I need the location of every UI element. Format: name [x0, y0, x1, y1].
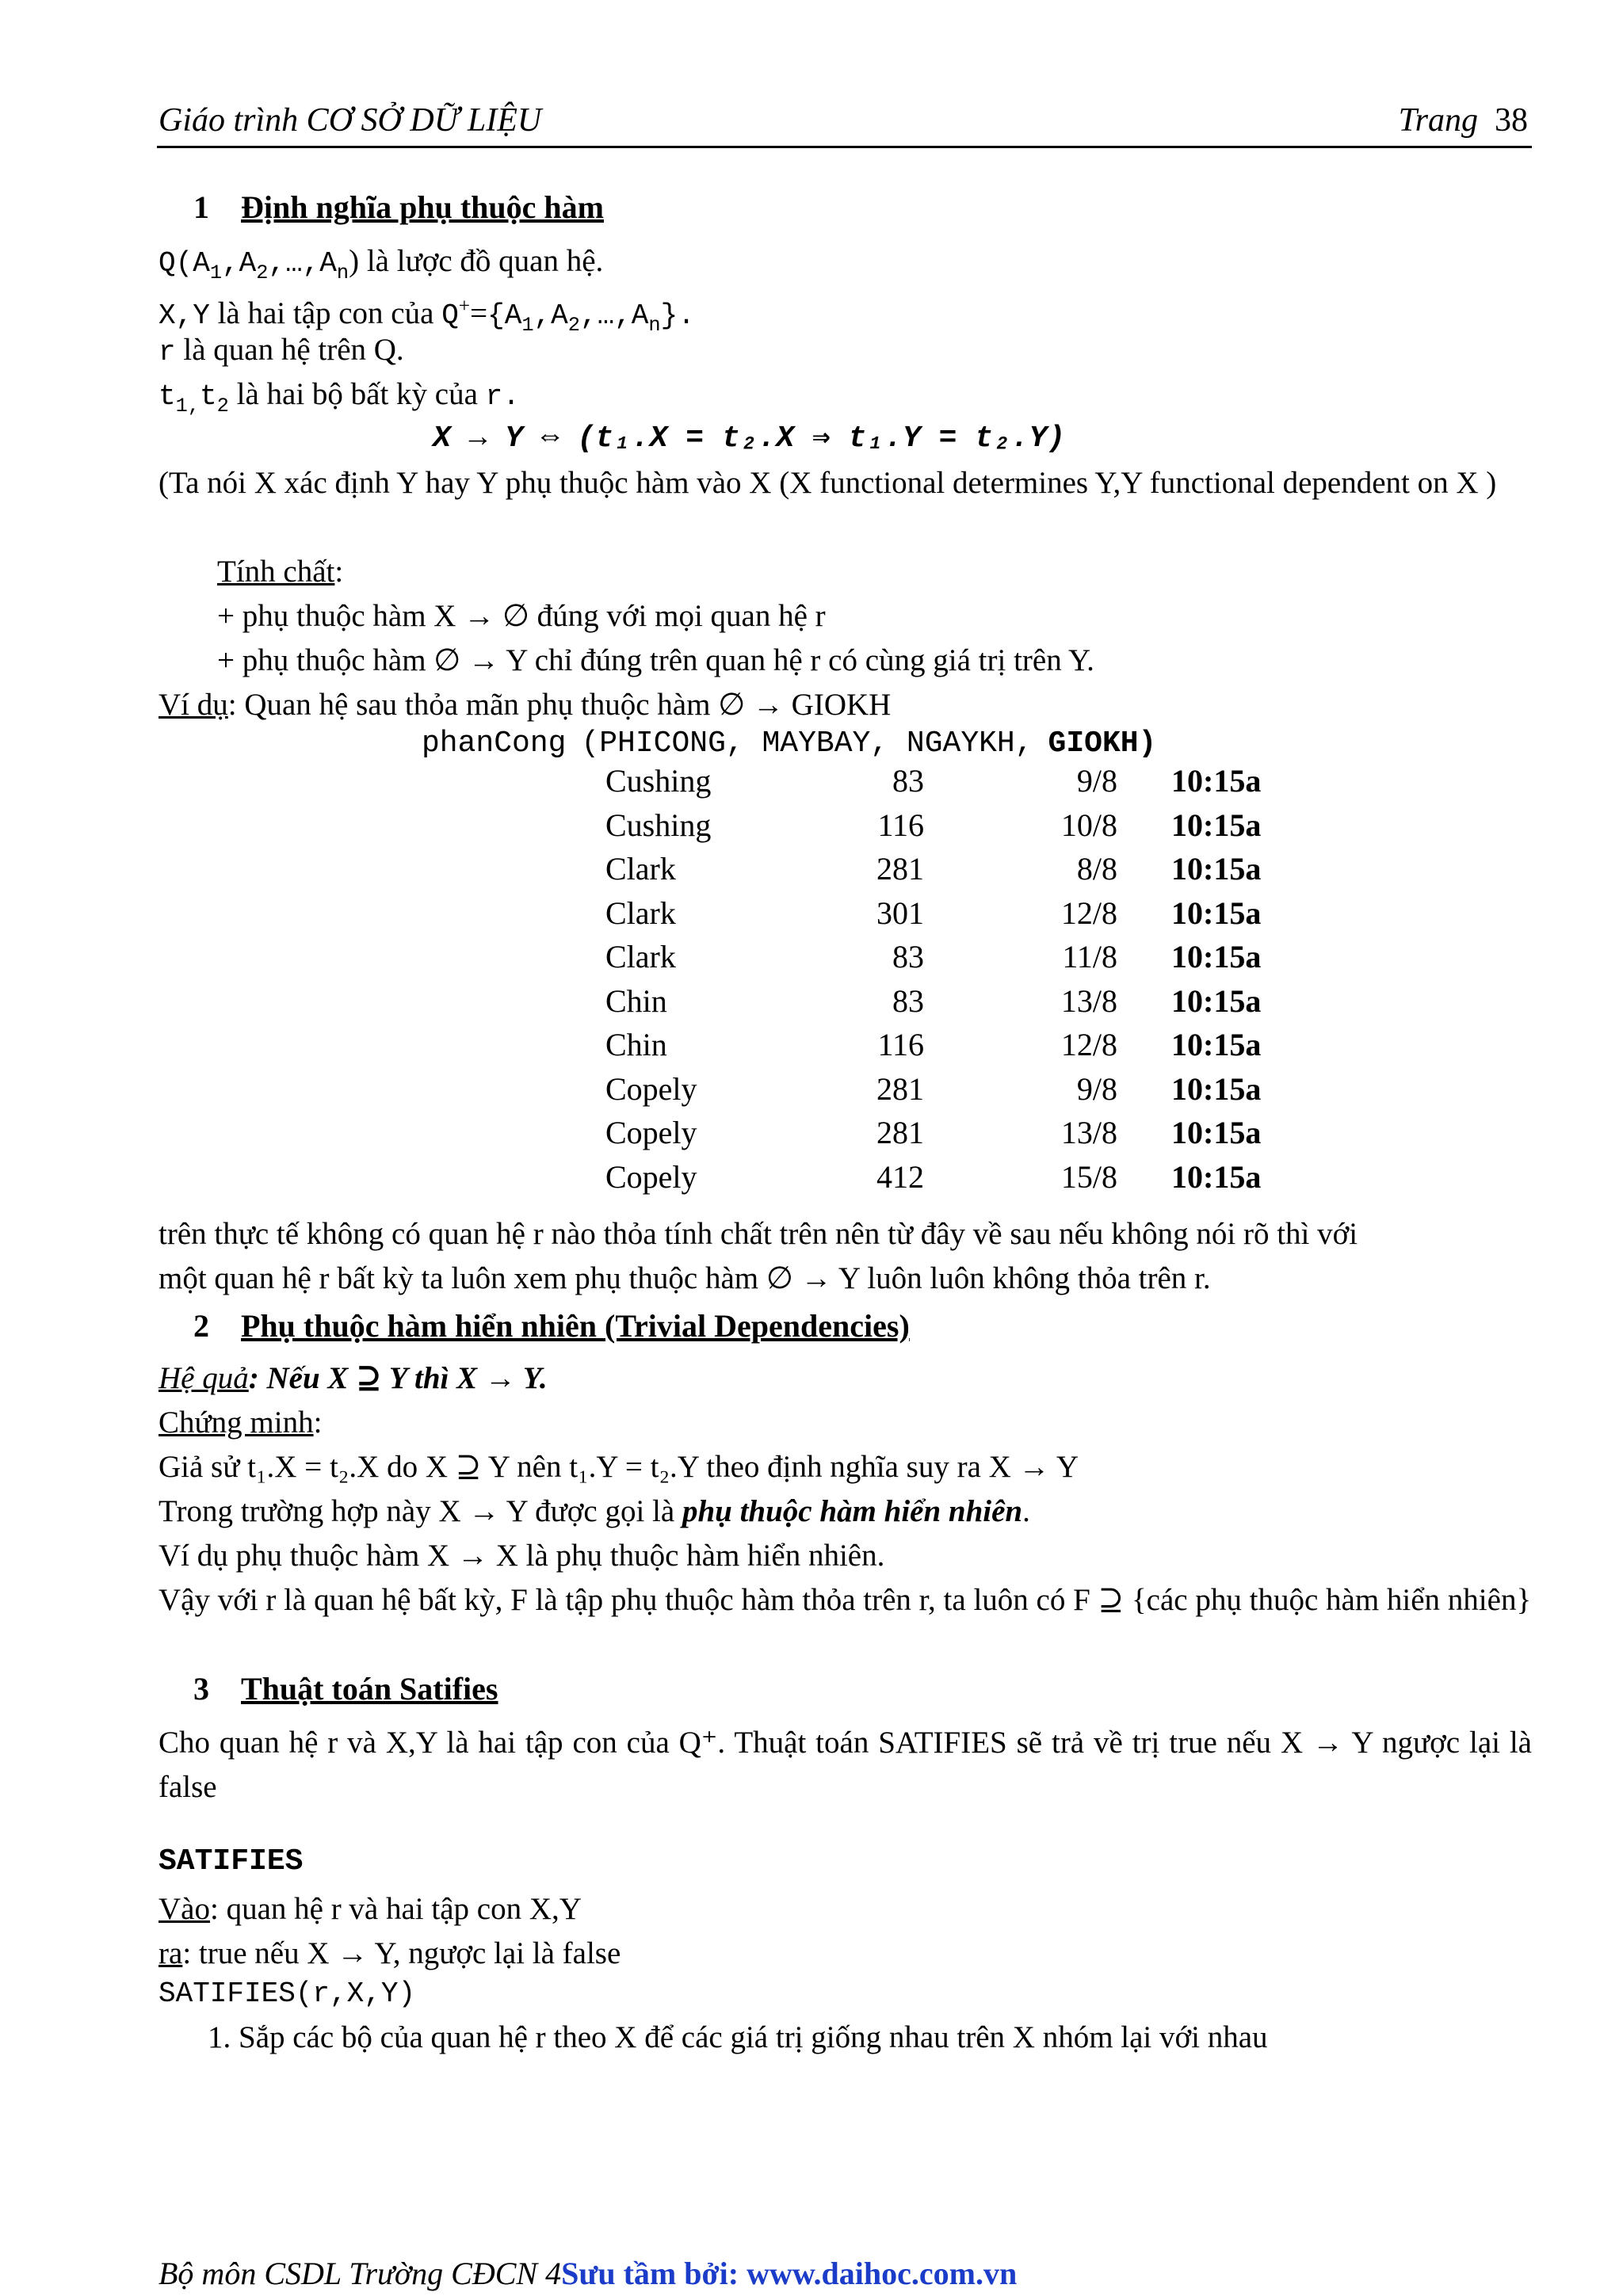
trivial-example-line: Ví dụ phụ thuộc hàm X → X là phụ thuộc hàm hiển nhiên.	[158, 1539, 885, 1573]
plane-cell: 412	[876, 1158, 924, 1195]
pilot-cell: Chin	[605, 982, 667, 1019]
header-rule	[157, 146, 1532, 148]
section-1-title: Định nghĩa phụ thuộc hàm	[241, 189, 604, 225]
pilot-cell: Chin	[605, 1027, 667, 1062]
plane-cell: 301	[876, 894, 924, 931]
date-cell: 13/8	[1060, 982, 1117, 1019]
section-1-heading: 1 Định nghĩa phụ thuộc hàm	[193, 189, 604, 225]
time-cell: 10:15a	[1171, 1115, 1262, 1150]
trivial-summary: Vậy với r là quan hệ bất kỳ, F là tập phụ thuộc hàm thỏa trên r, ta luôn có F ⊇ {các phụ thuộc hàm hiển nhiên}	[158, 1583, 1532, 1617]
definition-line-4: $t_{1,}t_2$ là hai bộ bất kỳ của r.	[158, 377, 520, 418]
table-row	[602, 938, 1316, 982]
property-2: + phụ thuộc hàm ∅ → Y chỉ đúng trên quan hệ r có cùng giá trị trên Y.	[217, 643, 1094, 677]
page-label: Trang	[1398, 102, 1478, 139]
time-cell: 10:15a	[1171, 894, 1262, 931]
date-cell: 12/8	[1060, 894, 1117, 931]
corollary-line: Hệ quả: Nếu X ⊇ Y thì X → Y.	[158, 1361, 548, 1395]
algorithm-name: SATIFIES	[158, 1844, 304, 1878]
time-cell: 10:15a	[1171, 1070, 1262, 1107]
time-cell: 10:15a	[1171, 939, 1262, 974]
section-2-heading: 2 Phụ thuộc hàm hiển nhiên (Trivial Dependencies)	[193, 1308, 910, 1344]
date-cell: 11/8	[1062, 939, 1117, 974]
time-cell: 10:15a	[1171, 1158, 1262, 1195]
table-row	[602, 762, 1316, 806]
date-cell: 8/8	[1076, 851, 1117, 887]
table-row	[602, 982, 1316, 1026]
trivial-case-line: Trong trường hợp này X → Y được gọi là phụ thuộc hàm hiển nhiên.	[158, 1494, 1030, 1528]
algorithm-output: ra: true nếu X → Y, ngược lại là false	[158, 1936, 621, 1970]
table-row	[602, 850, 1316, 894]
algorithm-step-1: 1. Sắp các bộ của quan hệ r theo X để các giá trị giống nhau trên X nhóm lại với nhau	[208, 2020, 1268, 2054]
plane-cell: 116	[877, 1027, 924, 1062]
remark-line-1: trên thực tế không có quan hệ r nào thỏa tính chất trên nên từ đây về sau nếu không nói rõ thì với	[158, 1217, 1358, 1251]
time-cell: 10:15a	[1171, 851, 1262, 887]
plane-cell: 83	[892, 939, 924, 974]
section-3-heading: 3 Thuật toán Satifies	[193, 1671, 498, 1707]
fd-formula: X → Y ⇔ (t₁.X = t₂.X ⇒ t₁.Y = t₂.Y)	[433, 421, 1066, 456]
definition-paragraph: (Ta nói X xác định Y hay Y phụ thuộc hàm vào X (X functional determines Y,Y functional dependent on X )	[158, 466, 1497, 500]
plane-cell: 281	[876, 1070, 924, 1107]
date-cell: 10/8	[1060, 807, 1117, 843]
plane-cell: 281	[876, 1115, 924, 1150]
algorithm-intro: Cho quan hệ r và X,Y là hai tập con của Q⁺. Thuật toán SATIFIES sẽ trả về trị true nếu X → Y ngược lại là false	[158, 1726, 1532, 1804]
page-number: 38	[1495, 102, 1528, 139]
proof-line: Giả sử t₁.X = t₂.X do X ⊇ Y nên t₁.Y = t₂.Y theo định nghĩa suy ra X → Y	[158, 1450, 1079, 1484]
time-cell: 10:15a	[1171, 763, 1262, 799]
date-cell: 12/8	[1060, 1027, 1117, 1062]
table-row	[602, 1114, 1316, 1158]
date-cell: 9/8	[1076, 763, 1117, 799]
section-3-title: Thuật toán Satifies	[241, 1671, 498, 1707]
plane-cell: 116	[877, 807, 924, 843]
time-cell: 10:15a	[1171, 1027, 1262, 1062]
property-1: + phụ thuộc hàm X → ∅ đúng với mọi quan hệ r	[217, 599, 826, 633]
table-row	[602, 1026, 1316, 1070]
time-cell: 10:15a	[1171, 807, 1262, 843]
table-row	[602, 1070, 1316, 1114]
pilot-cell: Clark	[605, 851, 676, 887]
date-cell: 9/8	[1076, 1070, 1117, 1107]
plane-cell: 83	[892, 982, 924, 1019]
definition-line-1: $Q(A_1,A_2,\dots,A_n)$ là lược đồ quan hệ.	[158, 244, 604, 284]
algorithm-call: SATIFIES(r,X,Y)	[158, 1978, 416, 2010]
header-title: Giáo trình CƠ SỞ DỮ LIỆU	[158, 102, 542, 139]
table-row	[602, 894, 1316, 938]
plane-cell: 83	[892, 763, 924, 799]
time-cell: 10:15a	[1171, 982, 1262, 1019]
definition-line-3: r là quan hệ trên Q.	[158, 333, 404, 368]
pilot-cell: Cushing	[605, 763, 712, 799]
pilot-cell: Copely	[605, 1070, 697, 1107]
pilot-cell: Copely	[605, 1115, 697, 1150]
algorithm-input: Vào: quan hệ r và hai tập con X,Y	[158, 1892, 582, 1926]
section-2-title: Phụ thuộc hàm hiển nhiên (Trivial Dependencies)	[241, 1308, 910, 1344]
footer	[158, 2255, 1017, 2292]
properties-label: Tính chất:	[217, 555, 344, 589]
relation-header: phanCong (PHICONG, MAYBAY, NGAYKH, GIOKH)	[422, 727, 1157, 761]
header-page-number	[1399, 101, 1528, 139]
date-cell: 15/8	[1060, 1158, 1117, 1195]
definition-line-2: X,Y là hai tập con của $Q^+=\{A_1,A_2,\dots,A_n\}$.	[158, 295, 695, 337]
proof-label: Chứng minh:	[158, 1405, 323, 1440]
pilot-cell: Clark	[605, 939, 676, 974]
plane-cell: 281	[876, 851, 924, 887]
remark-line-2: một quan hệ r bất kỳ ta luôn xem phụ thuộc hàm ∅ → Y luôn luôn không thỏa trên r.	[158, 1261, 1211, 1295]
example-line: Ví dụ: Quan hệ sau thỏa mãn phụ thuộc hàm ∅ → GIOKH	[158, 688, 892, 722]
table-row	[602, 1158, 1316, 1202]
pilot-cell: Cushing	[605, 807, 712, 843]
table-row	[602, 807, 1316, 850]
date-cell: 13/8	[1060, 1115, 1117, 1150]
pilot-cell: Clark	[605, 894, 676, 931]
footer-left: Bộ môn CSDL Trường CĐCN 4	[158, 2256, 562, 2291]
pilot-cell: Copely	[605, 1158, 697, 1195]
footer-source: Sưu tầm bởi: www.daihoc.com.vn	[561, 2256, 1018, 2291]
